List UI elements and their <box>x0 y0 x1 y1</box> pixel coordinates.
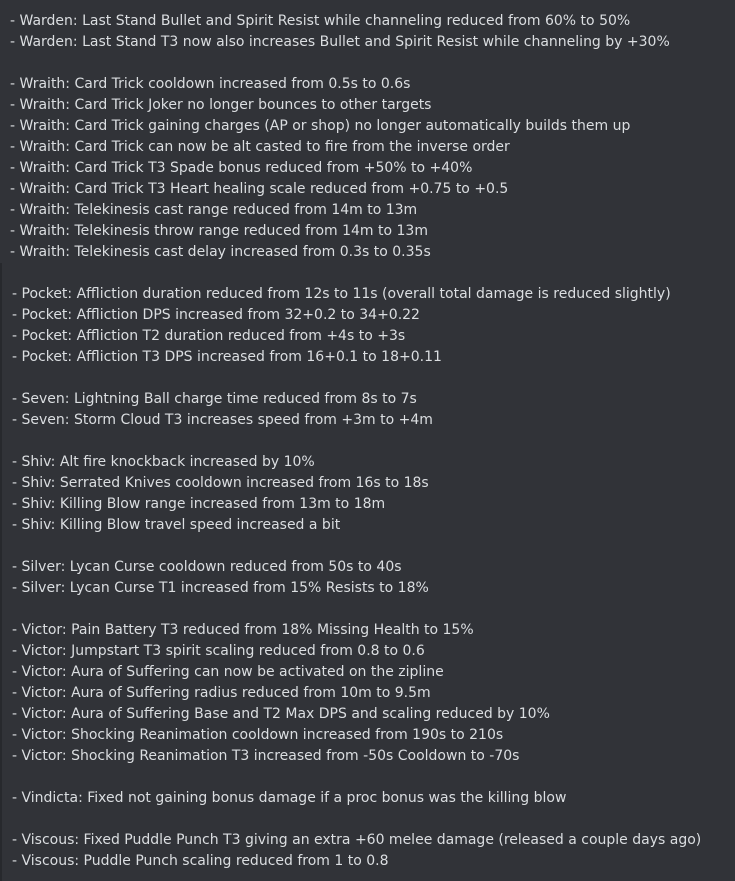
note-line: - Warden: Last Stand T3 now also increases Bullet and Spirit Resist while channeling by +30% <box>10 34 670 50</box>
note-line: - Victor: Aura of Suffering can now be activated on the zipline <box>12 664 444 680</box>
note-line: - Wraith: Card Trick can now be alt casted to fire from the inverse order <box>10 139 510 155</box>
note-line: - Viscous: Fixed Puddle Punch T3 giving an extra +60 melee damage (released a couple days ago) <box>12 832 702 848</box>
message-edge <box>0 263 2 881</box>
note-line: - Silver: Lycan Curse cooldown reduced from 50s to 40s <box>12 559 402 575</box>
blank-line <box>0 263 735 284</box>
note-line: - Victor: Shocking Reanimation T3 increased from -50s Cooldown to -70s <box>12 748 520 764</box>
blank-line <box>0 767 735 788</box>
note-line: - Victor: Aura of Suffering Base and T2 Max DPS and scaling reduced by 10% <box>12 706 550 722</box>
note-line: - Pocket: Affliction T2 duration reduced from +4s to +3s <box>12 328 406 344</box>
note-line: - Wraith: Telekinesis cast delay increased from 0.3s to 0.35s <box>10 244 431 260</box>
blank-line <box>0 431 735 452</box>
note-line: - Shiv: Alt fire knockback increased by 10% <box>12 454 315 470</box>
note-line: - Shiv: Serrated Knives cooldown increased from 16s to 18s <box>12 475 429 491</box>
note-line: - Pocket: Affliction T3 DPS increased from 16+0.1 to 18+0.11 <box>12 349 442 365</box>
note-line: - Seven: Lightning Ball charge time reduced from 8s to 7s <box>12 391 417 407</box>
note-line: - Shiv: Killing Blow travel speed increased a bit <box>12 517 341 533</box>
note-line: - Victor: Pain Battery T3 reduced from 18% Missing Health to 15% <box>12 622 474 638</box>
note-line: - Victor: Jumpstart T3 spirit scaling reduced from 0.8 to 0.6 <box>12 643 425 659</box>
note-line: - Wraith: Telekinesis cast range reduced from 14m to 13m <box>10 202 418 218</box>
note-line: - Wraith: Card Trick T3 Heart healing scale reduced from +0.75 to +0.5 <box>10 181 509 197</box>
note-line: - Shiv: Killing Blow range increased from 13m to 18m <box>12 496 386 512</box>
blank-line <box>0 368 735 389</box>
note-line: - Wraith: Card Trick cooldown increased from 0.5s to 0.6s <box>10 76 411 92</box>
note-line: - Wraith: Card Trick gaining charges (AP or shop) no longer automatically builds them up <box>10 118 631 134</box>
note-line: - Viscous: Puddle Punch scaling reduced from 1 to 0.8 <box>12 853 389 869</box>
note-line: - Vindicta: Fixed not gaining bonus damage if a proc bonus was the killing blow <box>12 790 567 806</box>
note-line: - Wraith: Card Trick T3 Spade bonus reduced from +50% to +40% <box>10 160 473 176</box>
blank-line <box>0 809 735 830</box>
note-line: - Pocket: Affliction DPS increased from 32+0.2 to 34+0.22 <box>12 307 420 323</box>
blank-line <box>0 536 735 557</box>
note-line: - Wraith: Card Trick Joker no longer bounces to other targets <box>10 97 432 113</box>
blank-line <box>0 599 735 620</box>
note-line: - Warden: Last Stand Bullet and Spirit Resist while channeling reduced from 60% to 50% <box>10 13 631 29</box>
note-line: - Wraith: Telekinesis throw range reduced from 14m to 13m <box>10 223 428 239</box>
note-line: - Seven: Storm Cloud T3 increases speed from +3m to +4m <box>12 412 433 428</box>
note-line: - Pocket: Affliction duration reduced from 12s to 11s (overall total damage is reduced slightly) <box>12 286 671 302</box>
note-line: - Silver: Lycan Curse T1 increased from 15% Resists to 18% <box>12 580 429 596</box>
note-line: - Victor: Aura of Suffering radius reduced from 10m to 9.5m <box>12 685 431 701</box>
note-line: - Victor: Shocking Reanimation cooldown increased from 190s to 210s <box>12 727 504 743</box>
blank-line <box>0 53 735 74</box>
